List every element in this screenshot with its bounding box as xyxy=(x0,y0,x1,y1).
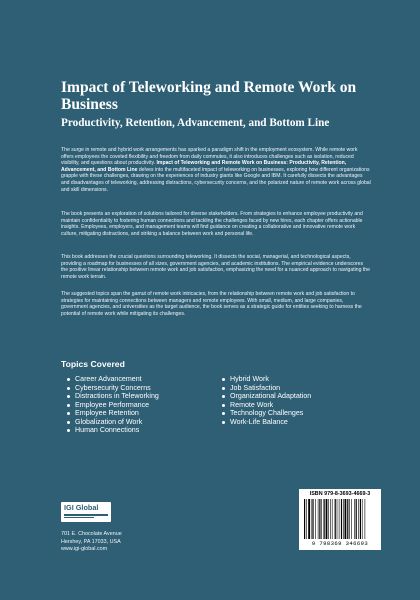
barcode-bar xyxy=(321,499,322,539)
barcode-bar xyxy=(318,499,319,539)
description-paragraph-4: The suggested topics span the gamut of remote work intricacies, from the relationship between remote work and job satisfaction to strategies for maintaining connections between managers and remote employees. With small, medium, and large companies, government agencies, and universities as the target audience, the book serves as a strategic guide for entities seeking to harness the potential of remote work while mitigating its challenges. xyxy=(61,291,362,317)
barcode-bar xyxy=(330,499,331,539)
topic-item: Cybersecurity Concerns xyxy=(67,384,217,393)
address-street: 701 E. Chocolate Avenue xyxy=(61,531,122,537)
barcode-bar xyxy=(319,499,320,539)
barcode-bar xyxy=(326,499,328,539)
barcode-bar xyxy=(308,499,310,539)
barcode-bar xyxy=(304,499,305,539)
barcode-bar xyxy=(341,499,342,539)
logo-rule xyxy=(64,514,108,516)
barcode-bar xyxy=(328,499,329,539)
publisher-address xyxy=(61,531,122,554)
topics-list-left xyxy=(67,375,217,435)
description-text: The surge in remote and hybrid work arrangements has sparked a paradigm shift in the employment ecosystem. While remote work offers employees the coveted flexibility and freedom from daily commutes, it also introduces challenges such as isolation, reduced visibility, and questions about productivity. xyxy=(61,147,358,167)
book-subtitle: Productivity, Retention, Advancement, and Bottom Line xyxy=(61,117,330,129)
barcode-bar xyxy=(335,499,336,539)
barcode-bar xyxy=(362,499,363,539)
topic-item: Globalization of Work xyxy=(67,418,217,427)
barcode-bar xyxy=(332,499,333,539)
topic-item: Career Advancement xyxy=(67,375,217,384)
barcode-bar xyxy=(311,499,312,539)
barcode-bar xyxy=(358,499,359,539)
barcode-bar xyxy=(360,499,361,539)
barcode-bar xyxy=(339,499,340,539)
barcode-bar xyxy=(365,499,366,539)
barcode-bar xyxy=(343,499,344,539)
barcode-bar xyxy=(345,499,347,539)
barcode-bar xyxy=(349,499,350,539)
book-title: Impact of Teleworking and Remote Work on Business xyxy=(61,79,357,113)
topics-list-right xyxy=(222,375,392,426)
logo-rule xyxy=(64,517,94,518)
isbn-barcode xyxy=(299,489,381,550)
barcode-bar xyxy=(347,499,348,539)
topic-item: Employee Performance xyxy=(67,401,217,410)
barcode-bar xyxy=(356,499,357,539)
topic-item: Job Satisfaction xyxy=(222,384,392,393)
barcode-bar xyxy=(306,499,307,539)
description-bold-title: Impact of Teleworking and Remote Work on Business: Productivity, Retention, Advancement, and Bottom Line xyxy=(61,160,347,173)
barcode-digits: 9 798369 346693 xyxy=(311,540,369,547)
description-paragraph-3: This book addresses the crucial questions surrounding teleworking. It dissects the social, managerial, and technological aspects, providing a roadmap for businesses of all sizes, government agencies, and academic institutions. The empirical evidence underscores the positive linear relationship between remote work and job satisfaction, emphasizing the need for a nuanced approach to navigating the remote work terrain. xyxy=(61,254,370,280)
barcode-bar xyxy=(354,499,355,539)
barcode-bar xyxy=(315,499,316,539)
topic-item: Distractions in Teleworking xyxy=(67,392,217,401)
topic-item: Remote Work xyxy=(222,401,392,410)
barcode-bar xyxy=(324,499,325,539)
publisher-logo-text: IGI Global xyxy=(64,503,99,512)
description-paragraph-2: The book presents an exploration of solutions tailored for diverse stakeholders. From strategies to enhance employee productivity and maintain confidentiality to fostering human connections and tackling the challenges faced by new hires, each chapter offers actionable insights. Employees, employers, and management teams will find guidance on creating a collaborative and innovative remote work culture, mitigating distractions, and striking a balance between work and personal life. xyxy=(61,211,363,237)
barcode-bar xyxy=(337,499,338,539)
description-paragraph-1 xyxy=(61,147,371,193)
publisher-logo xyxy=(61,502,111,522)
topic-item: Employee Retention xyxy=(67,409,217,418)
address-city: Hershey, PA 17033, USA xyxy=(61,538,121,545)
topics-heading: Topics Covered xyxy=(61,359,125,369)
topic-item: Human Connections xyxy=(67,426,217,435)
description-text: delves into the multifaceted impact of teleworking on businesses, exploring how different organizations grapple with these challenges, drawing on the experiences of industry giants like Google and IBM. It carefully dissects the advantages and disadvantages of teleworking, addressing distractions, cybersecurity concerns, and the polarized nature of remote work across global and skill dimensions. xyxy=(61,166,371,193)
barcode-bars xyxy=(303,499,377,541)
topic-item: Work-Life Balance xyxy=(222,418,392,427)
topic-item: Hybrid Work xyxy=(222,375,392,384)
barcode-bar xyxy=(351,499,352,539)
isbn-number: ISBN 979-8-3693-4669-3 xyxy=(309,491,371,497)
barcode-bar xyxy=(312,499,313,539)
topic-item: Technology Challenges xyxy=(222,409,392,418)
publisher-website: www.igi-global.com xyxy=(61,546,108,552)
topic-item: Organizational Adaptation xyxy=(222,392,392,401)
